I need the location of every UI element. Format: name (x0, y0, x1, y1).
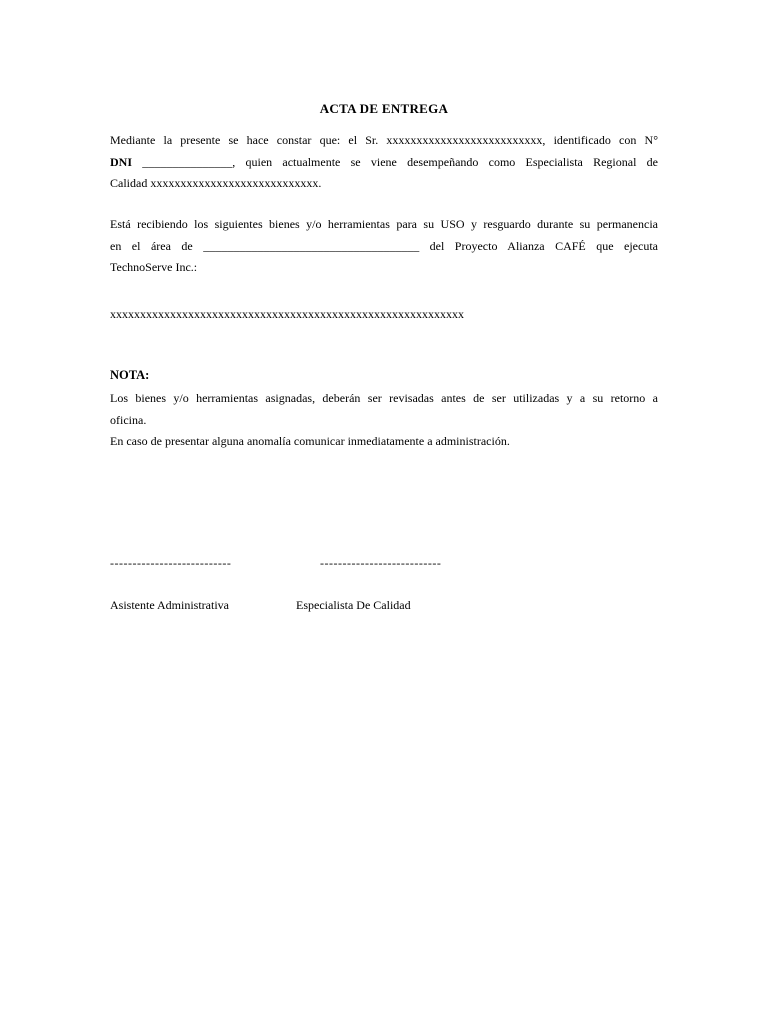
dni-label: DNI (110, 154, 133, 169)
items-list (110, 304, 658, 326)
receipt-line-1: Está recibiendo los siguientes bienes y/o herramientas para su USO y resguardo durante su permanencia (110, 217, 658, 231)
nota-heading: NOTA: (110, 368, 150, 382)
right-signature-line: --------------------------- (320, 556, 442, 570)
receipt-paragraph (110, 214, 658, 279)
receipt-line-2: en el área de ____________________________________ del Proyecto Alianza CAFÉ que ejecuta (110, 238, 658, 253)
intro-line-3: Calidad xxxxxxxxxxxxxxxxxxxxxxxxxxxx. (110, 176, 322, 190)
intro-line-2 (110, 152, 658, 174)
intro-line-2-text: _______________, quien actualmente se viene desempeñando como Especialista Regional de (132, 154, 658, 169)
left-signature-line: --------------------------- (110, 556, 232, 570)
nota-line-3: En caso de presentar alguna anomalía comunicar inmediatamente a administración. (110, 434, 510, 448)
right-signature-name: Especialista De Calidad (296, 598, 411, 612)
intro-paragraph (110, 130, 658, 195)
items-line: xxxxxxxxxxxxxxxxxxxxxxxxxxxxxxxxxxxxxxxxxxxxxxxxxxxxxxxxxxx (110, 307, 464, 321)
document-title: ACTA DE ENTREGA (319, 101, 449, 116)
nota-line-2: oficina. (110, 412, 147, 427)
nota-line-1: Los bienes y/o herramientas asignadas, deberán ser revisadas antes de ser utilizadas y a su retorno a (110, 391, 658, 405)
left-signature-name: Asistente Administrativa (110, 598, 229, 612)
nota-paragraph (110, 388, 658, 453)
intro-line-1: Mediante la presente se hace constar que: el Sr. xxxxxxxxxxxxxxxxxxxxxxxxxx, identificado con N° (110, 133, 658, 147)
receipt-line-3: TechnoServe Inc.: (110, 260, 198, 274)
